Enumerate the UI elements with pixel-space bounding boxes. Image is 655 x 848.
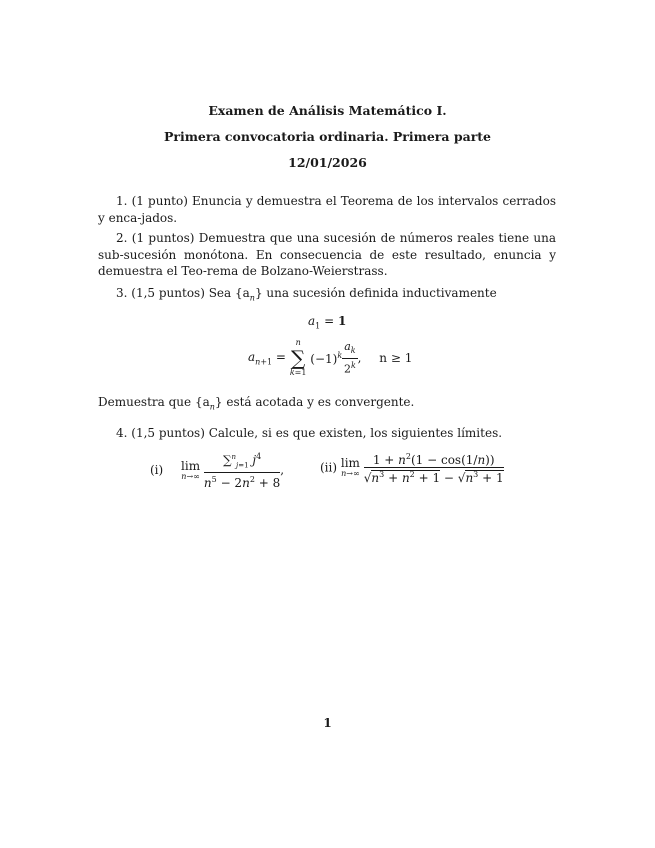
exam-date: 12/01/2026 [288, 155, 367, 170]
problem-1 [98, 193, 556, 226]
problem-4-text: (1,5 puntos) Calcule, si es que existen, los siguientes límites. [131, 426, 503, 440]
recurrence-condition: n ≥ 1 [379, 351, 413, 365]
problem-3-text-after: } una sucesión definida inductivamente [254, 286, 497, 300]
problem-3: 3. (1,5 puntos) Sea $\{a_n\}$ una sucesión definida inductivamente [116, 286, 497, 303]
exam-subtitle: Primera convocatoria ordinaria. Primera parte [163, 129, 492, 144]
problem-3-conclusion: Demuestra que $\{a_n\}$ está acotada y es convergente. [98, 395, 415, 412]
limit-i: (i) lim n→∞ $\frac{\sum^n_{j=1} j^4}{n^5 - 2n^2 + 8}$ , [150, 452, 285, 491]
problem-3-number: 3. [116, 286, 128, 300]
problem-4-number: 4. [116, 426, 128, 440]
problem-4 [98, 425, 556, 442]
problem-3-conclusion-before: Demuestra que {a [98, 395, 210, 409]
problem-2-number: 2. [116, 231, 128, 245]
problem-3-text-before: (1,5 puntos) Sea {a [131, 286, 250, 300]
limit-ii-label: (ii) [320, 460, 338, 475]
page-number: 1 [323, 716, 332, 730]
exam-title: Examen de Análisis Matemático I. [208, 103, 447, 118]
formula-recurrence: $a_{n+1}$ = n ∑ k=1 $(-1)^k$ $\frac{a_k}{2^k}$ , n ≥ 1 [248, 338, 413, 377]
limit-ii: (ii) lim n→∞ $\frac{1 + n^2(1 - \cos(1/n))}{√n^3 + n^2 + 1 - √n^3 + 1}$ [320, 452, 504, 485]
problem-1-text: (1 punto) Enuncia y demuestra el Teorema de los intervalos cerrados y enca-jados. [98, 194, 556, 225]
problem-3-conclusion-after: } está acotada y es convergente. [214, 395, 415, 409]
problem-1-number: 1. [116, 194, 128, 208]
limit-i-label: (i) [150, 463, 164, 478]
problem-2-text: (1 puntos) Demuestra que una sucesión de números reales tiene una sub-sucesión monótona. En consecuencia de este resultado, enuncia y demuestra el Teo-rema de Bolzano-Weierstrass. [98, 231, 556, 278]
formula-a1: $a_1 = 1$ [308, 314, 347, 331]
problem-2 [98, 230, 556, 280]
